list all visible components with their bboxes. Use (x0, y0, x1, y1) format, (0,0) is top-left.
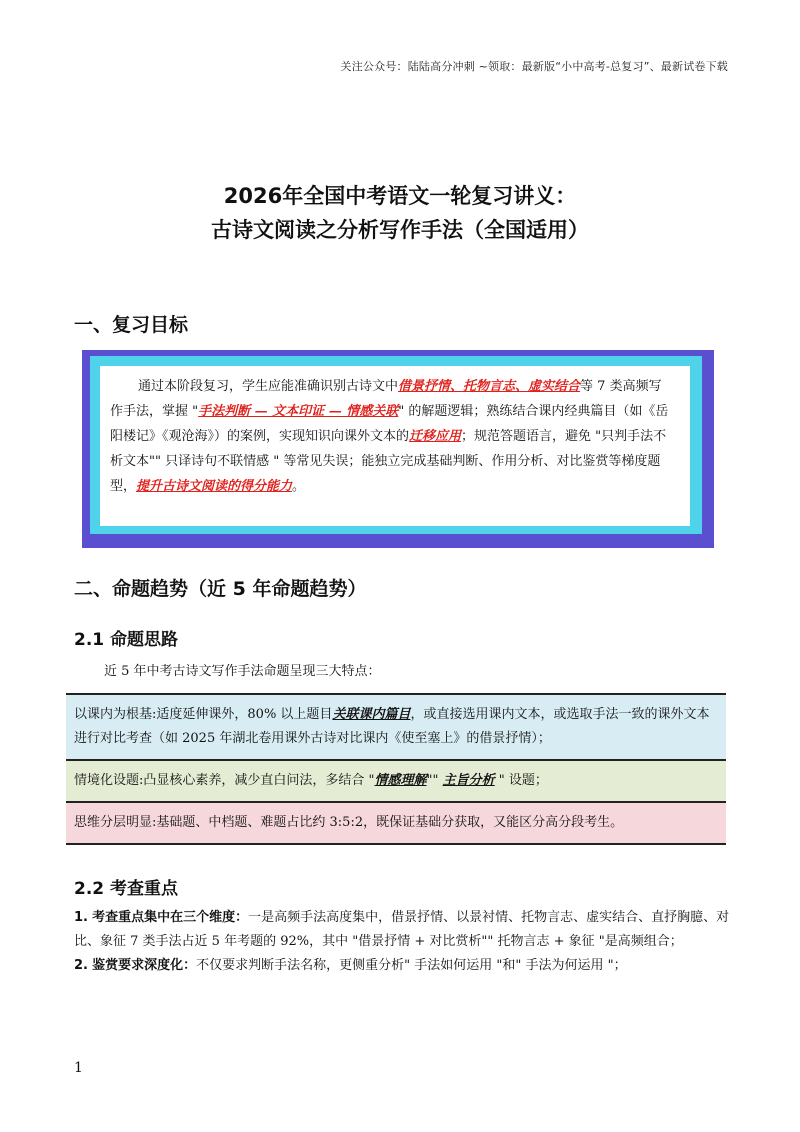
objective-paragraph: 通过本阶段复习，学生应能准确识别古诗文中借景抒情、托物言志、虚实结合等 7 类高频写作手法，掌握 "手法判断 — 文本印证 — 情感关联" 的解题逻辑；熟练结合课内经典篇目（如《岳阳楼记》《观沧海》）的案例，实现知识向课外文本的迁移应用；规范答题语言，避免 "只判手法不析文本"" 只译诗句不联情感 " 等常见失误；能独立完成基础判断、作用分析、对比鉴赏等梯度题型，提升古诗文阅读的得分能力。 (110, 379, 669, 494)
focus-item-1: 1. 考查重点集中在三个维度：一是高频手法高度集中，借景抒情、以景衬情、托物言志、虚实结合、直抒胸臆、对比、象征 7 类手法占近 5 年考题的 92%，其中 "借景抒情 + 对比赏析"" 托物言志 + 象征 "是高频组合； (74, 910, 730, 949)
trend-table (66, 693, 726, 845)
section1-heading: 一、复习目标 (74, 314, 189, 336)
highlight-goal: 提升古诗文阅读的得分能力 (136, 479, 293, 494)
subsection-2-2-heading: 2.2 考查重点 (74, 879, 179, 899)
highlight-techniques: 借景抒情、托物言志、虚实结合 (398, 379, 581, 394)
page-header: 关注公众号：陆陆高分冲刺 ~领取：最新版“小中高考-总复习”、最新试卷下载 (340, 60, 728, 73)
page-number: 1 (74, 1060, 83, 1076)
focus-item-2: 2. 鉴赏要求深度化：不仅要求判断手法名称，更侧重分析" 手法如何运用 "和" 手法为何运用 "； (74, 958, 627, 973)
trend-row-2: 情境化设题:凸显核心素养，减少直白问法，多结合 "情感理解"" 主旨分析 " 设题； (66, 761, 726, 803)
doc-title-line1: 2026年全国中考语文一轮复习讲义： (223, 184, 577, 208)
trend-row-3: 思维分层明显:基础题、中档题、难题占比约 3:5:2，既保证基础分获取，又能区分高分段考生。 (66, 803, 726, 843)
trend-intro: 近 5 年中考古诗文写作手法命题呈现三大特点： (104, 664, 381, 679)
trend-row-1: 以课内为根基:适度延伸课外，80% 以上题目关联课内篇目，或直接选用课内文本，或选取手法一致的课外文本进行对比考查（如 2025 年湖北卷用课外古诗对比课内《使至塞上》的借景抒情）； (66, 695, 726, 761)
subsection-2-1-heading: 2.1 命题思路 (74, 630, 179, 650)
focus-list (74, 906, 734, 978)
highlight-transfer: 迁移应用 (409, 429, 462, 444)
doc-title-line2: 古诗文阅读之分析写作手法（全国适用） (211, 218, 589, 242)
section2-heading: 二、命题趋势（近 5 年命题趋势） (74, 578, 367, 600)
highlight-logic: 手法判断 — 文本印证 — 情感关联 (198, 404, 399, 419)
